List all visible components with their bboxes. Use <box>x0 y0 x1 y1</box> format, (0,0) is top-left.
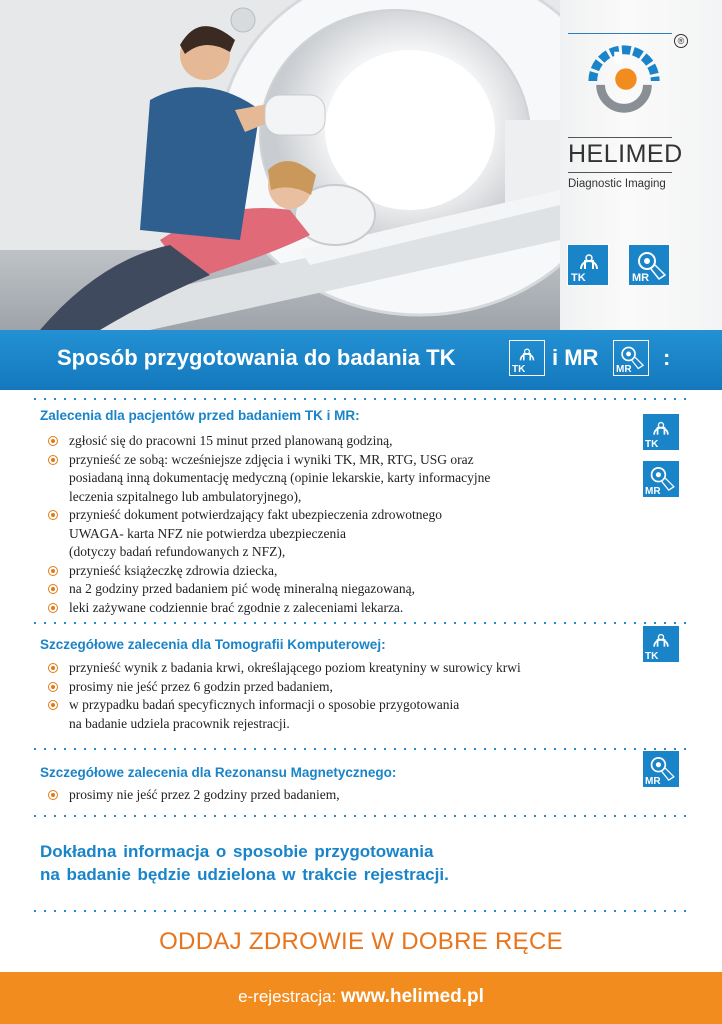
section3-list <box>48 786 340 805</box>
title-mr-badge <box>613 340 649 376</box>
bullet-icon <box>48 566 58 576</box>
dotted-divider <box>30 910 692 912</box>
title-suffix: : <box>663 345 671 370</box>
bullet-icon <box>48 700 58 710</box>
section1-list-item <box>48 451 490 507</box>
dotted-divider <box>30 398 692 400</box>
title-middle: i MR <box>552 345 599 370</box>
hero-mr-badge <box>628 244 670 286</box>
section1-tk-label: TK <box>645 439 659 450</box>
section2-list-item <box>48 696 521 733</box>
dotted-divider <box>30 815 692 817</box>
section3-heading: Szczegółowe zalecenia dla Rezonansu Magnetycznego: <box>40 765 397 780</box>
section2-tk-badge <box>642 625 680 663</box>
section2-item-text: w przypadku badań specyficznych informacji o sposobie przygotowania <box>69 697 460 712</box>
bullet-icon <box>48 790 58 800</box>
section1-list-item <box>48 562 490 581</box>
section3-item-text: prosimy nie jeść przez 2 godziny przed badaniem, <box>69 787 340 802</box>
section1-item-text: posiadaną inną dokumentację medyczną (opinie lekarskie, karty informacyjne <box>69 470 491 485</box>
hero-tk-label: TK <box>571 272 586 284</box>
hero-photo-mri-scanner <box>0 0 560 330</box>
bullet-icon <box>48 603 58 613</box>
footer-bar <box>0 972 722 1024</box>
section2-item-text: na badanie udziela pracownik rejestracji. <box>69 715 290 731</box>
section1-item-text: UWAGA- karta NFZ nie potwierdza ubezpieczenia <box>69 525 347 541</box>
hero-mr-label: MR <box>632 272 650 284</box>
hero-tk-badge <box>567 244 609 286</box>
title-mr-label: MR <box>616 364 632 375</box>
section1-item-text: przynieść dokument potwierdzający fakt ubezpieczenia zdrowotnego <box>69 507 442 522</box>
title-tk-label: TK <box>512 364 526 375</box>
helimed-logo-icon <box>585 42 663 120</box>
info-line-2: na badanie będzie udzielona w trakcie rejestracji. <box>40 865 449 884</box>
logo-rule <box>568 137 672 138</box>
hero-banner <box>0 0 722 330</box>
title-bar <box>0 330 722 390</box>
section1-item-text: (dotyczy badań refundowanych z NFZ), <box>69 544 286 559</box>
section2-heading: Szczegółowe zalecenia dla Tomografii Komputerowej: <box>40 637 386 652</box>
section1-mr-label: MR <box>645 486 661 497</box>
registered-mark: ® <box>674 34 688 48</box>
section1-list-item <box>48 432 490 451</box>
section2-list-item <box>48 678 521 697</box>
title-prefix: Sposób przygotowania do badania TK <box>57 345 456 370</box>
section2-item-text: przynieść wynik z badania krwi, określającego poziom kreatyniny w surowicy krwi <box>69 660 521 675</box>
section1-list-item <box>48 580 490 599</box>
section3-list-item <box>48 786 340 805</box>
brand-subtitle: Diagnostic Imaging <box>568 178 666 190</box>
bullet-icon <box>48 584 58 594</box>
section1-list-item <box>48 599 490 618</box>
section3-mr-badge <box>642 750 680 788</box>
section1-tk-badge <box>642 413 680 451</box>
section2-tk-label: TK <box>645 651 659 662</box>
section1-heading: Zalecenia dla pacjentów przed badaniem TK i MR: <box>40 408 360 423</box>
section3-mr-label: MR <box>645 776 661 787</box>
section1-list-item <box>48 506 490 562</box>
bullet-icon <box>48 682 58 692</box>
slogan: ODDAJ ZDROWIE W DOBRE RĘCE <box>159 928 563 955</box>
info-line-1: Dokładna informacja o sposobie przygotowania <box>40 842 434 861</box>
section2-list <box>48 659 521 733</box>
section2-list-item <box>48 659 521 678</box>
bullet-icon <box>48 663 58 673</box>
section2-item-text: prosimy nie jeść przez 6 godzin przed badaniem, <box>69 678 333 694</box>
bullet-icon <box>48 455 58 465</box>
section1-list <box>48 432 490 617</box>
logo-rule <box>568 172 672 173</box>
footer-url-link[interactable]: www.helimed.pl <box>341 986 484 1007</box>
section1-mr-badge <box>642 460 680 498</box>
bullet-icon <box>48 436 58 446</box>
dotted-divider <box>30 622 692 624</box>
dotted-divider <box>30 748 692 750</box>
logo-top-rule <box>568 33 672 34</box>
footer-text <box>0 986 722 1008</box>
section1-item-text: zgłosić się do pracowni 15 minut przed planowaną godziną, <box>69 433 393 448</box>
brand-name: HELIMED <box>568 140 683 168</box>
registration-info <box>40 840 449 886</box>
section1-item-text: przynieść ze sobą: wcześniejsze zdjęcia i wyniki TK, MR, RTG, USG oraz <box>69 451 474 467</box>
bullet-icon <box>48 510 58 520</box>
section1-item-text: na 2 godziny przed badaniem pić wodę mineralną niegazowaną, <box>69 581 415 596</box>
title-tk-badge <box>509 340 545 376</box>
section1-item-text: przynieść książeczkę zdrowia dziecka, <box>69 562 278 578</box>
section1-item-text: leki zażywane codziennie brać zgodnie z zaleceniami lekarza. <box>69 599 404 615</box>
footer-label: e-rejestracja: <box>238 987 342 1006</box>
section1-item-text: leczenia szpitalnego lub ambulatoryjnego), <box>69 488 302 504</box>
